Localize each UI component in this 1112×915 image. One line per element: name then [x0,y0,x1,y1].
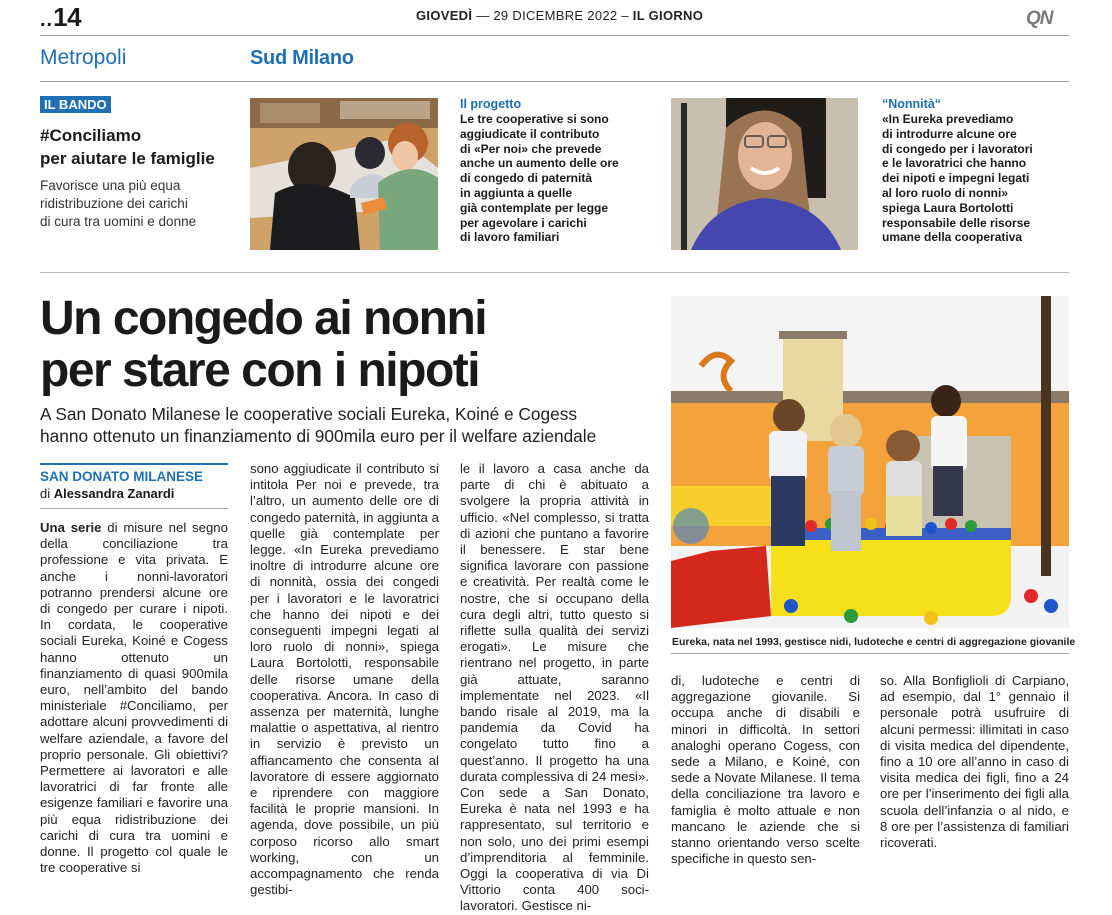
lead-in: Una serie [40,520,102,535]
headline-line: Un congedo ai nonni [40,292,487,345]
quote-line: spiega Laura Bortolotti [882,200,1014,215]
article-headline [40,293,660,397]
project-line: Le tre cooperative si sono [460,112,609,126]
author-name: Alessandra Zanardi [53,486,175,501]
children-ball-pit-art [671,296,1069,628]
byline-top-rule [40,463,228,465]
qn-logo: QN [1026,8,1053,29]
quote-line: umane della cooperativa [882,230,1023,245]
quote-box-text [882,112,1072,245]
project-box-title: Il progetto [460,97,522,111]
column-text: di, ludoteche e centri di aggregazione giovanile. Si occupa anche di disabili e minori in difficoltà. In settori analoghi operano Cogess, con sede a Milano, e Koiné, con sede a Novate Milanese. Il tema della conciliazione tra lavoro e famiglia è molto attuale e non mancano le aziende che si stanno orientando verso scelte specifiche in questo sen- [671,673,860,867]
portrait-photo [671,98,858,250]
quote-line: dei nipoti e impegni legati [882,171,1030,186]
page-number [40,2,81,33]
project-line: in aggiunta a quelle [460,185,573,200]
headline-line: per stare con i nipoti [40,344,480,397]
section-name: Metropoli [40,46,127,69]
promo-description [40,177,240,231]
article-column-4 [671,673,860,867]
quote-line: di introdurre alcune ore [882,126,1017,141]
column-text: sono aggiudicate il contributo si intitola Per noi e prevede, tra l’altro, un aumento delle ore di congedo paternità, in aggiunta a quelle già contemplate per legge. «In Eureka prevediamo inoltre di introdurre alcune ore di nonnità, ossia dei congedi per i lavoratori e le lavoratrici che hanno dei nipoti e dei conseguenti impegni legati al loro ruolo di nonni», spiega Laura Bortolotti, responsabile delle risorse umane della cooperativa. Ancora. In caso di assenza per maternità, lunghe malattie o aspettativa, al rientro in servizio è previsto un affiancamento che consenta al lavoratore di essere aggiornato e riprendere con maggiore facilità le proprie mansioni. In agenda, dove possibile, un più corposo ricorso allo smart working, con un accompagnamento che renda gestibi- [250,461,439,898]
project-line: di lavoro familiari [460,230,560,245]
project-box [460,97,660,245]
project-line: anche un aumento delle ore [460,156,619,171]
quote-line: al loro ruolo di nonni» [882,185,1008,200]
subhead-line: hanno ottenuto un finanziamento di 900mila euro per il welfare aziendale [40,426,597,446]
promo-title-line: #Conciliamo [40,126,142,145]
quote-line: responsabile delle risorse [882,215,1031,230]
date-separator: — [472,8,494,23]
quote-line: e le lavoratrici che hanno [882,156,1027,171]
date: 29 DICEMBRE 2022 [493,8,618,23]
subsection-name: Sud Milano [250,47,354,69]
promo-desc-line: di cura tra uomini e donne [40,214,197,229]
project-line: di congedo di paternità [460,171,593,186]
article-column-3 [460,461,649,915]
publication-name: IL GIORNO [632,8,704,23]
quote-box [882,97,1072,245]
dateline-place: SAN DONATO MILANESE [40,469,204,484]
project-line: aggiudicate il contributo [460,126,600,141]
subhead-line: A San Donato Milanese le cooperative sociali Eureka, Koiné e Cogess [40,404,577,424]
article-column-5 [880,673,1069,851]
quote-box-title: “Nonnità“ [882,97,942,111]
promo-rule [40,272,1069,273]
project-line: di «Per noi» che prevede [460,141,602,156]
page-dots: .. [40,9,54,31]
project-line: già contemplate per legge [460,200,609,215]
project-box-text [460,112,660,245]
photo-caption: Eureka, nata nel 1993, gestisce nidi, ludoteche e centri di aggregazione giovanile [672,636,1076,648]
weekday: GIOVEDÌ [416,8,473,23]
column-text: le il lavoro a casa anche da parte di chi è abituato a svolgere la propria attività in ufficio. «Nel complesso, si tratta di azioni che puntano a favorire il benessere. E star bene significa lavorare con passione e creatività. Per realtà come le nostre, che si occupano della cura degli altri, tutto questo si riflette sulla qualità dei servizi erogati». Le misure che rientrano nel progetto, in parte già attuate, saranno implementate nel 2023. «Il bando risale al 2019, ma la pandemia da Covid ha congelato tutto fino a quest’anno. Il progetto ha una durata complessiva di 24 mesi». Con sede a San Donato, Eureka è nata nel 1993 e ha rappresentato, sul territorio e non solo, uno dei primi esempi d’imprenditoria al femminile. Oggi la cooperativa di via Di Vittorio conta 400 soci-lavoratori. Gestisce ni- [460,461,649,914]
classroom-photo-art [250,98,438,250]
quote-line: di congedo per i lavoratori [882,141,1033,156]
quote-line: «In Eureka prevediamo [882,112,1014,126]
classroom-photo [250,98,438,250]
promo-title [40,124,240,170]
author-byline [40,486,174,501]
main-photo [671,296,1069,628]
column-text: di misure nel segno della conciliazione tra professione e vita privata. E anche i nonni-lavoratori potranno prendersi alcune ore di congedo per curare i nipoti. In cordata, le cooperative sociali Eureka, Koiné e Cogess hanno ottenuto un finanziamento di quasi 900mila euro, nell’ambito del bando ministeriale #Conciliamo, per adottare alcuni provvedimenti di welfare aziendale, a favore del proprio personale. Gli obiettivi? Permettere ai lavoratori e alle lavoratrici di far fronte alle esigenze familiari e favorire una più equa ridistribuzione dei carichi di cura tra uomini e donne. Il progetto col quale le tre cooperative si [40,520,228,876]
publication-separator: – [617,8,633,23]
masthead-rule [40,35,1069,36]
promo-desc-line: Favorisce una più equa [40,178,181,193]
page-number-value: 14 [53,2,82,32]
project-line: per agevolare i carichi [460,215,587,230]
caption-rule [671,653,1069,654]
article-column-1 [40,520,228,876]
article-column-2 [250,461,439,898]
section-rule [40,81,1069,82]
badge-il-bando: IL BANDO [40,96,111,113]
promo-title-line: per aiutare le famiglie [40,149,215,168]
promo-desc-line: ridistribuzione dei carichi [40,196,188,211]
byline-bottom-rule [40,508,228,509]
portrait-art [671,98,858,250]
dateline [416,8,703,23]
article-subhead [40,403,660,447]
author-prefix: di [40,486,54,501]
column-text: so. Alla Bonfiglioli di Carpiano, ad esempio, dal 1° gennaio il personale potrà usufruire di alcuni permessi: illimitati in caso di visita medica del dipendente, fino a 10 ore all’anno in caso di visita medica dei figli, fino a 24 ore per l’inserimento dei figli alla scuola dell’infanzia o al nido, e 8 ore per l’assistenza di familiari ricoverati. [880,673,1069,851]
